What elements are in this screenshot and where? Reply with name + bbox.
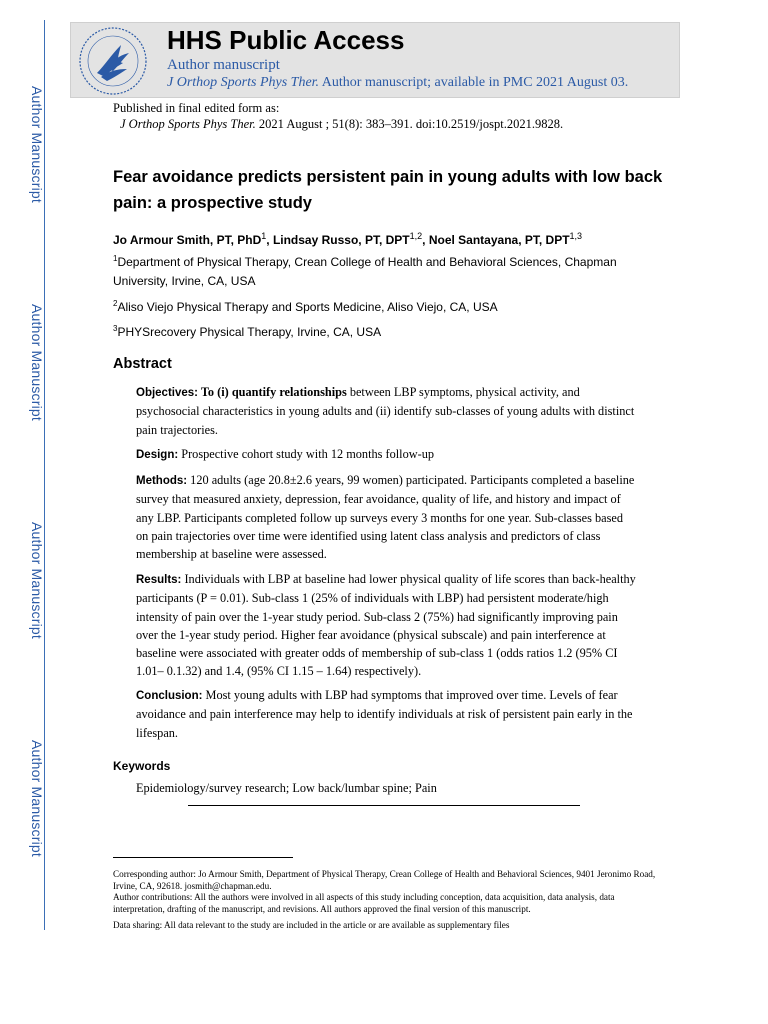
- objectives-text: between LBP symptoms, physical activity, and psychosocial characteristics in young adults and (ii) identify sub-classes of young adults with distinct pain trajectories.: [136, 385, 635, 437]
- affiliation: [113, 319, 653, 342]
- results-text: Individuals with LBP at baseline had lower physical quality of life scores than back-healthy participants (P = 0.01). Sub-class 1 (25% of individuals with LBP) had persistent moderate/high intensity of pain over the 1-year study period. Sub-class 2 (75%) had significantly improving pain over the 1-year study period. Higher fear avoidance (physical subscale) and pain interference at baseline were associated with greater odds of membership of sub-class 1 (odds ratios 1.2 (95% CI 1.01– 0.1.32) and 1.4, (95% CI 1.15 – 1.64) respectively).: [136, 572, 636, 679]
- abstract-methods: [136, 471, 636, 563]
- conclusion-text: Most young adults with LBP had symptoms that improved over time. Levels of fear avoidance and pain interference may help to identify individuals at risk of persistent pain early in the lifespan.: [136, 688, 633, 740]
- abstract-heading: Abstract: [113, 356, 172, 372]
- author-separator: ,: [266, 233, 273, 247]
- side-label-author-manuscript: Author Manuscript: [29, 304, 45, 422]
- footnote-corresponding: Corresponding author: Jo Armour Smith, Department of Physical Therapy, Crean College of Health and Behavioral Sciences, 9401 Jeronimo Road, Irvine, CA, 92618. josmith@chapman.edu.: [113, 869, 656, 891]
- author-name: Lindsay Russo, PT, DPT: [272, 233, 410, 247]
- banner-availability: Author manuscript; available in PMC 2021 August 03.: [319, 75, 629, 90]
- affiliation-sup: 1: [113, 254, 118, 263]
- abstract-conclusion: [136, 686, 636, 742]
- affiliation: [113, 249, 653, 291]
- design-text: Prospective cohort study with 12 months follow-up: [178, 447, 434, 461]
- article-title: Fear avoidance predicts persistent pain in young adults with low back pain: a prospective study: [113, 168, 663, 212]
- affiliation-text: Aliso Viejo Physical Therapy and Sports Medicine, Aliso Viejo, CA, USA: [117, 300, 498, 314]
- published-label: Published in final edited form as:: [113, 101, 280, 115]
- affiliation-sup: 2: [113, 299, 118, 308]
- abstract-design: [136, 445, 636, 464]
- keywords-heading: Keywords: [113, 759, 171, 773]
- affiliation-sup: 3: [113, 324, 118, 333]
- abstract-objectives: [136, 383, 636, 439]
- methods-label: Methods:: [136, 475, 188, 487]
- side-label-author-manuscript: Author Manuscript: [29, 740, 45, 858]
- objectives-label: Objectives:: [136, 387, 198, 399]
- banner-journal-line: [167, 75, 628, 91]
- author-affiliation-sup: 1,2: [409, 231, 423, 241]
- published-citation-detail: 2021 August ; 51(8): 383–391. doi:10.2519/jospt.2021.9828.: [255, 117, 564, 131]
- footnote-divider: [113, 857, 293, 858]
- conclusion-label: Conclusion:: [136, 690, 203, 702]
- results-label: Results:: [136, 574, 182, 586]
- section-divider: [188, 805, 580, 806]
- abstract-results: [136, 570, 636, 681]
- hhs-eagle-logo-icon: [77, 25, 149, 97]
- published-citation: [113, 116, 563, 132]
- footnote-data-sharing: Data sharing: All data relevant to the study are included in the article or are available as supplementary files: [113, 920, 510, 930]
- methods-text: 120 adults (age 20.8±2.6 years, 99 women) participated. Participants completed a baseline survey that measured anxiety, depression, fear avoidance, quality of life, and history and impact of any LBP. Participants completed follow up surveys every 3 months for one year. Sub-classes based on pain trajectories over time were identified using latent class analysis and predictors of class membership at baseline were assessed.: [136, 473, 635, 562]
- banner-title: HHS Public Access: [167, 25, 405, 55]
- design-label: Design:: [136, 449, 179, 461]
- affiliation-text: Department of Physical Therapy, Crean College of Health and Behavioral Sciences, Chapman University, Irvine, CA, USA: [113, 255, 617, 288]
- side-label-author-manuscript: Author Manuscript: [29, 522, 45, 640]
- banner-subtitle: Author manuscript: [167, 57, 280, 73]
- affiliation: [113, 294, 653, 317]
- author-list: [113, 231, 582, 247]
- published-info: [113, 100, 563, 132]
- author-affiliation-sup: 1: [261, 231, 267, 241]
- published-journal: J Orthop Sports Phys Ther.: [120, 117, 256, 131]
- author-name: Noel Santayana, PT, DPT: [428, 233, 570, 247]
- side-label-author-manuscript: Author Manuscript: [29, 86, 45, 204]
- footnote-contributions: Author contributions: All the authors were involved in all aspects of this study including conception, data acquisition, data analysis, data interpretation, drafting of the manuscript, and revisions. All authors approved the final version of this manuscript.: [113, 892, 615, 914]
- banner-journal-name: J Orthop Sports Phys Ther.: [167, 75, 320, 90]
- hhs-banner: [70, 22, 680, 98]
- affiliation-text: PHYSrecovery Physical Therapy, Irvine, CA, USA: [117, 325, 382, 339]
- author-separator: ,: [422, 233, 429, 247]
- author-name: Jo Armour Smith, PT, PhD: [113, 233, 262, 247]
- author-affiliation-sup: 1,3: [569, 231, 583, 241]
- keywords-text: Epidemiology/survey research; Low back/lumbar spine; Pain: [136, 781, 437, 795]
- objectives-bold-text: To (i) quantify relationships: [198, 385, 347, 399]
